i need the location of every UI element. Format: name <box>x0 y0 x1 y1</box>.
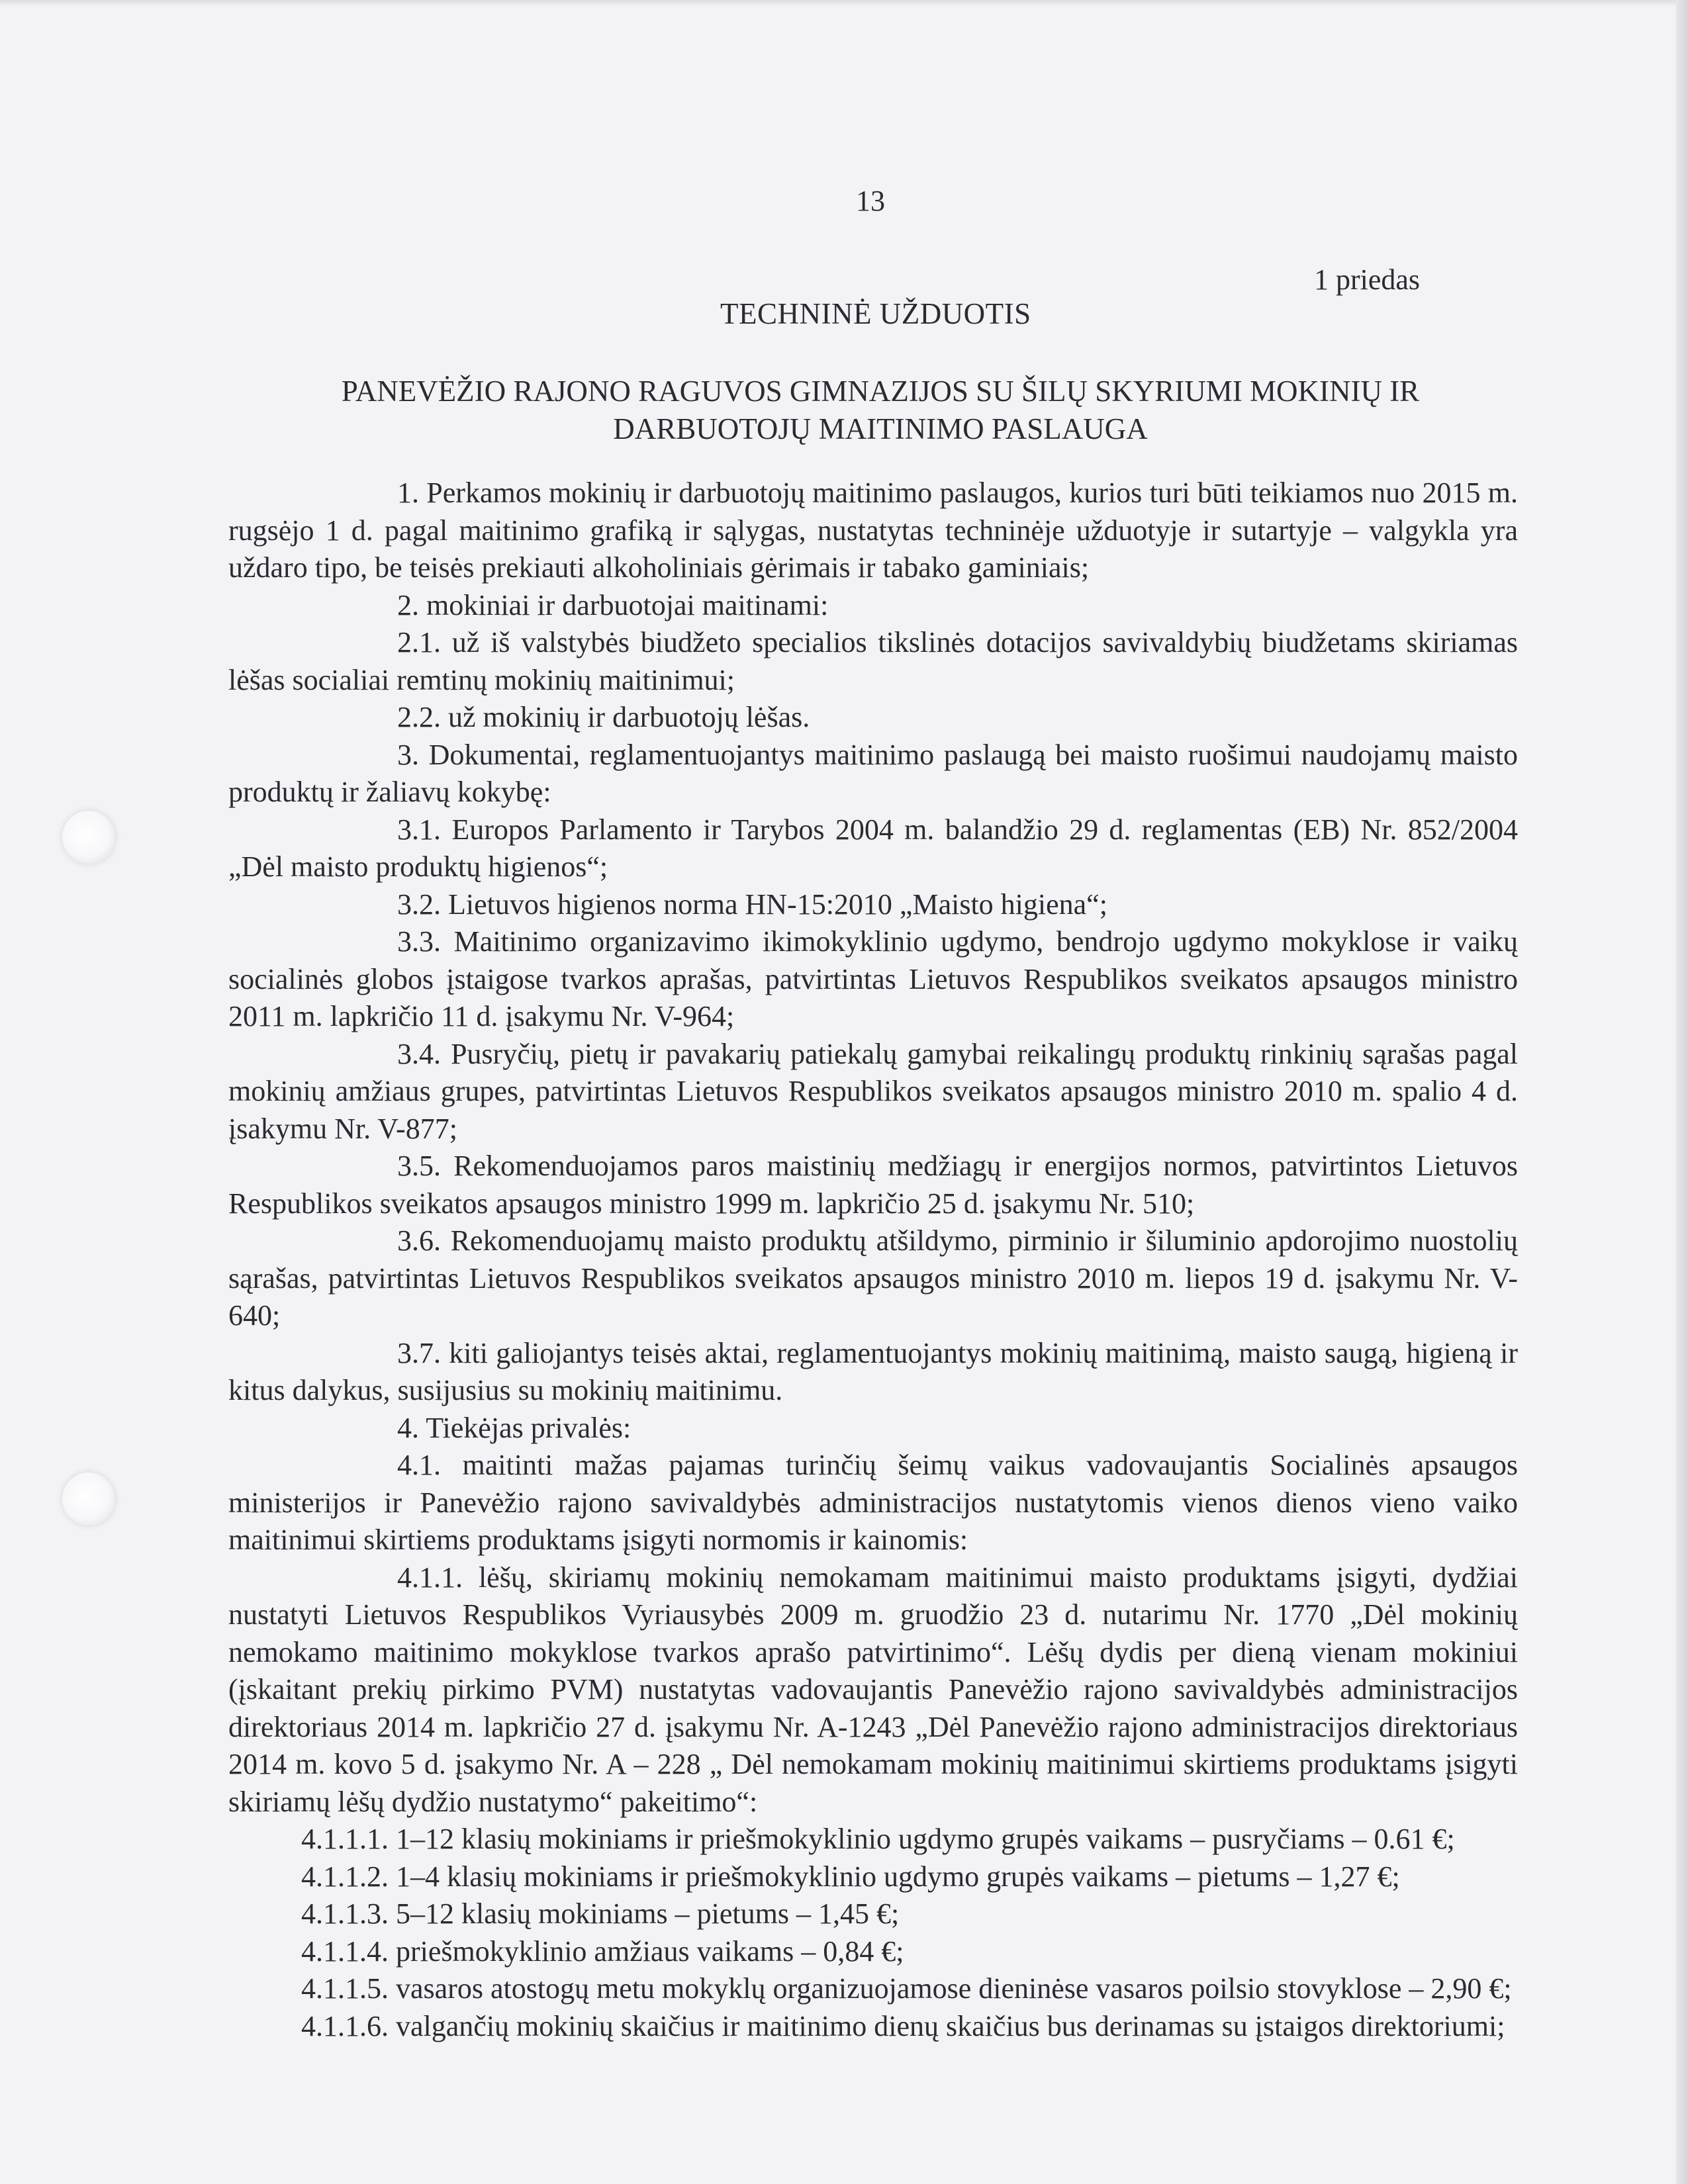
paragraph-4-1-1-6: 4.1.1.6. valgančių mokinių skaičius ir maitinimo dienų skaičius bus derinamas su įstaigos direktoriumi; <box>301 2009 1505 2042</box>
document-subtitle <box>225 373 1536 448</box>
paragraph-3-5: 3.5. Rekomenduojamos paros maistinių medžiagų ir energijos normos, patvirtintos Lietuvos Respublikos sveikatos apsaugos ministro 1999 m. lapkričio 25 d. įsakymu Nr. 510; <box>228 1150 1518 1220</box>
paragraph-3-6: 3.6. Rekomenduojamų maisto produktų atšildymo, pirminio ir šiluminio apdorojimo nuostolių sąrašas, patvirtintas Lietuvos Respublikos sveikatos apsaugos ministro 2010 m. liepos 19 d. įsakymu Nr. V-640; <box>228 1224 1518 1332</box>
paragraph-3-1: 3.1. Europos Parlamento ir Tarybos 2004 m. balandžio 29 d. reglamentas (EB) Nr. 852/2004 „Dėl maisto produktų higienos“; <box>228 813 1518 883</box>
paragraph-3: 3. Dokumentai, reglamentuojantys maitinimo paslaugą bei maisto ruošimui naudojamų maisto produktų ir žaliavų kokybę: <box>228 738 1518 808</box>
subtitle-line-1: PANEVĖŽIO RAJONO RAGUVOS GIMNAZIJOS SU ŠILŲ SKYRIUMI MOKINIŲ IR <box>341 375 1420 408</box>
subtitle-line-2: DARBUOTOJŲ MAITINIMO PASLAUGA <box>613 412 1148 445</box>
paragraph-4-1-1-3: 4.1.1.3. 5–12 klasių mokiniams – pietums – 1,45 €; <box>301 1897 900 1930</box>
paragraph-4-1-1: 4.1.1. lėšų, skiriamų mokinių nemokamam maitinimui maisto produktams įsigyti, dydžiai nustatyti Lietuvos Respublikos Vyriausybės 2009 m. gruodžio 23 d. nutarimu Nr. 1770 „Dėl mokinių nemokamo maitinimo mokyklose tvarkos aprašo patvirtinimo“. Lėšų dydis per dieną vienam mokiniui (įskaitant prekių pirkimo PVM) nustatytas vadovaujantis Panevėžio rajono savivaldybės administracijos direktoriaus 2014 m. lapkričio 27 d. įsakymu Nr. A-1243 „Dėl Panevėžio rajono administracijos direktoriaus 2014 m. kovo 5 d. įsakymo Nr. A – 228 „ Dėl nemokamam mokinių maitinimui skirtiems produktams įsigyti skiriamų lėšų dydžio nustatymo“ pakeitimo“: <box>228 1561 1518 1818</box>
punch-hole-lower <box>62 1473 115 1525</box>
paragraph-1: 1. Perkamos mokinių ir darbuotojų maitinimo paslaugos, kurios turi būti teikiamos nuo 2015 m. rugsėjo 1 d. pagal maitinimo grafiką ir sąlygas, nustatytas techninėje užduotyje ir sutartyje – valgykla yra uždaro tipo, be teisės prekiauti alkoholiniais gėrimais ir tabako gaminiais; <box>228 477 1518 584</box>
document-title: TECHNINĖ UŽDUOTIS <box>720 297 1031 330</box>
paragraph-3-4: 3.4. Pusryčių, pietų ir pavakarių patiekalų gamybai reikalingų produktų rinkinių sąrašas pagal mokinių amžiaus grupes, patvirtintas Lietuvos Respublikos sveikatos apsaugos ministro 2010 m. spalio 4 d. įsakymu Nr. V-877; <box>228 1037 1518 1145</box>
paragraph-2-2: 2.2. už mokinių ir darbuotojų lėšas. <box>397 701 810 733</box>
paragraph-4-1-1-4: 4.1.1.4. priešmokyklinio amžiaus vaikams – 0,84 €; <box>301 1934 904 1968</box>
paragraph-2: 2. mokiniai ir darbuotojai maitinami: <box>397 588 829 621</box>
paragraph-3-3: 3.3. Maitinimo organizavimo ikimokyklinio ugdymo, bendrojo ugdymo mokyklose ir vaikų socialinės globos įstaigose tvarkos aprašas, patvirtintas Lietuvos Respublikos sveikatos apsaugos ministro 2011 m. lapkričio 11 d. įsakymu Nr. V-964; <box>228 925 1518 1032</box>
paragraph-4-1: 4.1. maitinti mažas pajamas turinčių šeimų vaikus vadovaujantis Socialinės apsaugos ministerijos ir Panevėžio rajono savivaldybės administracijos nustatytomis vienos dienos vieno vaiko maitinimui skirtiems produktams įsigyti normomis ir kainomis: <box>228 1449 1518 1556</box>
page-right-edge <box>1676 0 1688 2184</box>
annex-label: 1 priedas <box>1314 263 1421 296</box>
paragraph-3-2: 3.2. Lietuvos higienos norma HN-15:2010 „Maisto higiena“; <box>397 887 1107 921</box>
paragraph-4-1-1-5: 4.1.1.5. vasaros atostogų metu mokyklų organizuojamose dieninėse vasaros poilsio stovyklose – 2,90 €; <box>301 1972 1512 2005</box>
document-body <box>228 475 1518 2045</box>
paragraph-2-1: 2.1. už iš valstybės biudžeto specialios tikslinės dotacijos savivaldybių biudžetams skiriamas lėšas socialiai remtinų mokinių maitinimui; <box>228 626 1518 696</box>
page-number: 13 <box>856 185 885 217</box>
paragraph-4: 4. Tiekėjas privalės: <box>397 1411 632 1444</box>
paragraph-3-7: 3.7. kiti galiojantys teisės aktai, reglamentuojantys mokinių maitinimą, maisto saugą, higieną ir kitus dalykus, susijusius su mokinių maitinimu. <box>228 1336 1518 1406</box>
paragraph-4-1-1-2: 4.1.1.2. 1–4 klasių mokiniams ir priešmokyklinio ugdymo grupės vaikams – pietums – 1,27 €; <box>301 1860 1400 1893</box>
punch-hole-upper <box>62 811 115 864</box>
page-top-edge <box>0 0 1688 7</box>
paragraph-4-1-1-1: 4.1.1.1. 1–12 klasių mokiniams ir priešmokyklinio ugdymo grupės vaikams – pusryčiams – 0.61 €; <box>301 1823 1455 1855</box>
